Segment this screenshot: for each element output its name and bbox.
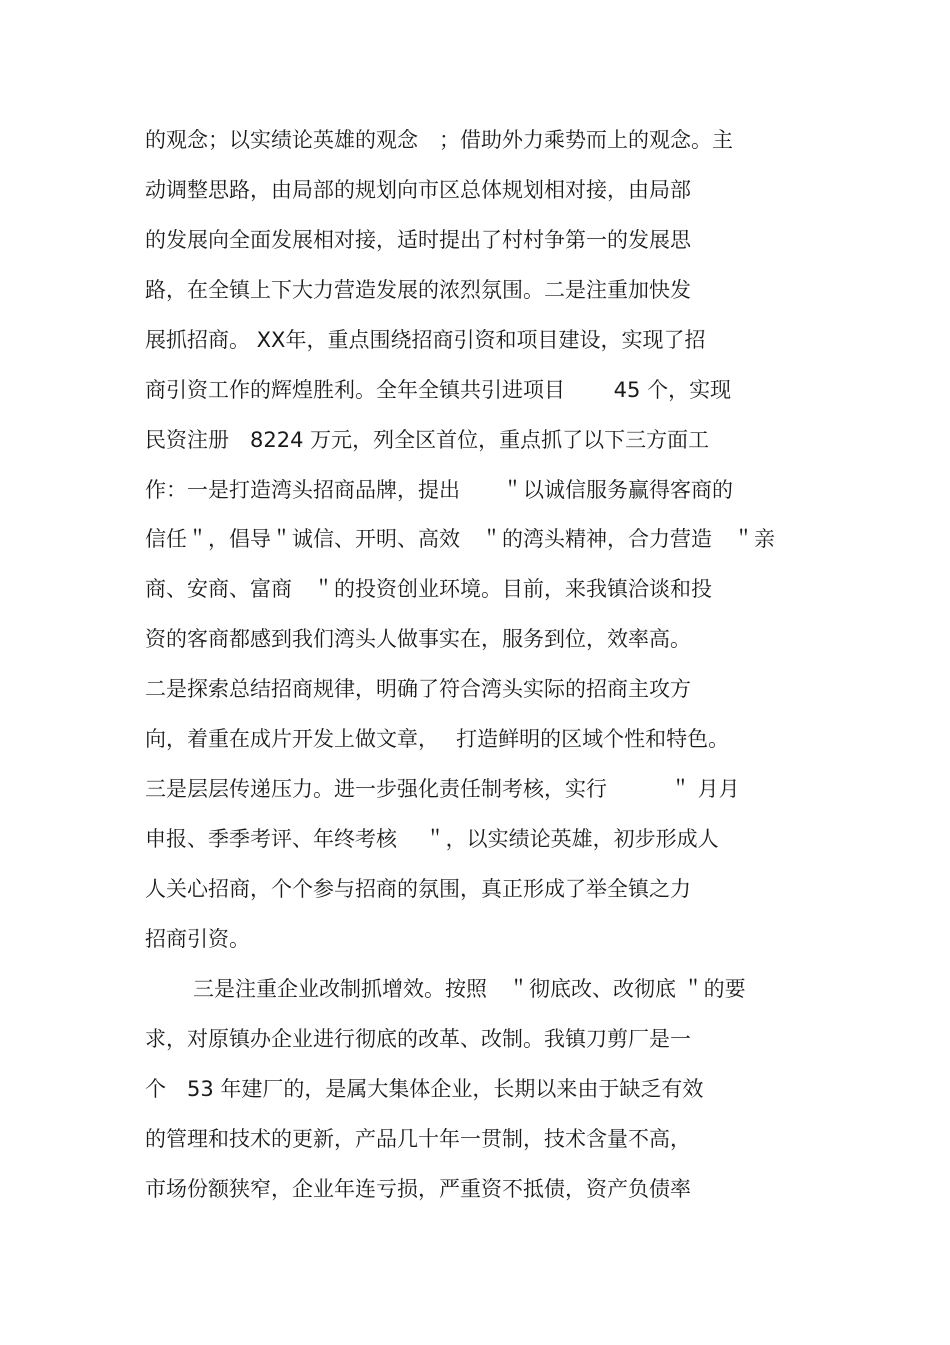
text-line: 信任＂，倡导＂诚信、开明、高效 ＂的湾头精神，合力营造 ＂亲 [145,527,775,551]
text-line: 动调整思路，由局部的规划向市区总体规划相对接，由局部 [145,178,691,202]
text-line: 展抓招商。 XX年，重点围绕招商引资和项目建设，实现了招 [145,328,706,352]
text-line: 招商引资。 [145,927,250,951]
text-line: 民资注册 8224 万元，列全区首位，重点抓了以下三方面工 [145,428,710,452]
text-line: 求，对原镇办企业进行彻底的改革、改制。我镇刀剪厂是一 [145,1027,691,1051]
text-line: 作：一是打造湾头招商品牌，提出 ＂以诚信服务赢得客商的 [145,478,733,502]
text-line: 二是探索总结招商规律，明确了符合湾头实际的招商主攻方 [145,677,691,701]
text-line: 的发展向全面发展相对接，适时提出了村村争第一的发展思 [145,228,691,252]
text-line: 路，在全镇上下大力营造发展的浓烈氛围。二是注重加快发 [145,278,691,302]
text-line: 商引资工作的辉煌胜利。全年全镇共引进项目 45 个，实现 [145,378,732,402]
text-line: 人关心招商，个个参与招商的氛围，真正形成了举全镇之力 [145,877,691,901]
text-line: 资的客商都感到我们湾头人做事实在，服务到位，效率高。 [145,627,691,651]
text-line: 商、安商、富商 ＂的投资创业环境。目前，来我镇洽谈和投 [145,577,712,601]
text-line: 向，着重在成片开发上做文章， 打造鲜明的区域个性和特色。 [145,727,730,751]
paragraph-first-line: 三是注重企业改制抓增效。按照 ＂彻底改、改彻底 ＂的要 [193,977,746,1001]
text-line: 市场份额狭窄，企业年连亏损，严重资不抵债，资产负债率 [145,1177,691,1201]
text-line: 的观念；以实绩论英雄的观念 ；借助外力乘势而上的观念。主 [145,128,733,152]
text-line: 个 53 年建厂的，是属大集体企业，长期以来由于缺乏有效 [145,1077,704,1101]
text-line: 的管理和技术的更新，产品几十年一贯制，技术含量不高， [145,1127,691,1151]
text-line: 申报、季季考评、年终考核 ＂，以实绩论英雄，初步形成人 [145,827,719,851]
text-line: 三是层层传递压力。进一步强化责任制考核，实行 ＂ 月月 [145,777,740,801]
